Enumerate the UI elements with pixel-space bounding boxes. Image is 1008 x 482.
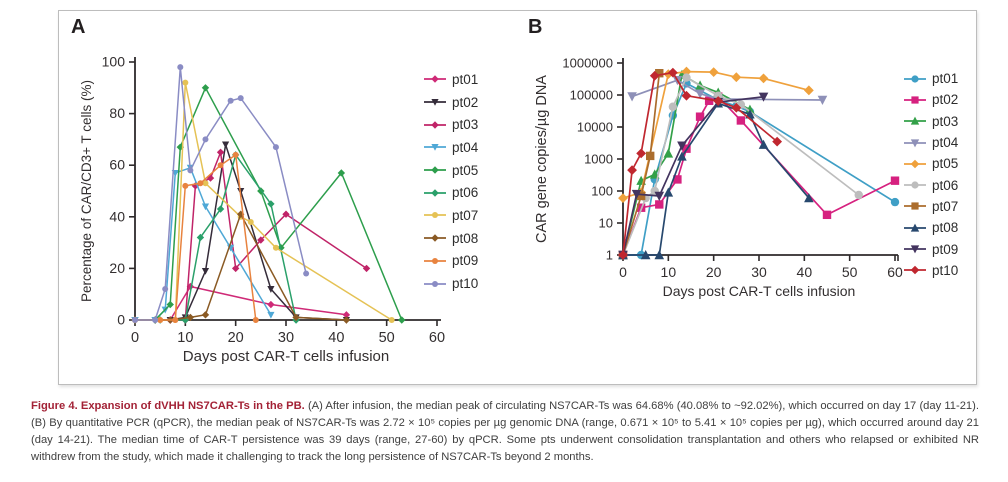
svg-text:30: 30: [277, 330, 295, 346]
legend-item-pt07: [423, 204, 478, 227]
pt06-series-marker-icon: [903, 179, 927, 191]
svg-text:10: 10: [660, 264, 677, 280]
legend-label: pt09: [932, 241, 959, 257]
svg-text:30: 30: [751, 264, 767, 280]
svg-text:60: 60: [109, 156, 125, 173]
legend-label: pt04: [452, 139, 479, 155]
legend-label: pt10: [932, 262, 959, 278]
panel-a-legend: [423, 68, 478, 295]
legend-item-pt10: [423, 272, 478, 295]
legend-item-pt08: [903, 217, 958, 238]
pt07-series-marker-icon: [423, 209, 447, 221]
pt04-series-marker-icon: [903, 137, 927, 149]
legend-label: pt03: [452, 117, 479, 133]
pt01-series-marker-icon: [423, 73, 447, 85]
pt05-series-marker-icon: [903, 158, 927, 170]
legend-item-pt09: [423, 250, 478, 273]
x-axis-label: Days post CAR-T cells infusion: [662, 283, 856, 299]
panel-b-plot: [532, 20, 932, 320]
pt08-series-marker-icon: [423, 232, 447, 244]
svg-text:0: 0: [619, 264, 627, 280]
legend-label: pt06: [932, 177, 959, 193]
svg-text:1000000: 1000000: [562, 55, 613, 71]
legend-label: pt07: [932, 198, 959, 214]
legend-label: pt02: [932, 92, 959, 108]
svg-text:20: 20: [705, 264, 722, 280]
pt03-series-marker-icon: [423, 119, 447, 131]
legend-item-pt06: [423, 181, 478, 204]
legend-item-pt02: [903, 89, 958, 110]
pt02-series-marker-icon: [423, 96, 447, 108]
svg-text:20: 20: [109, 259, 125, 276]
legend-label: pt06: [452, 185, 479, 201]
legend-label: pt01: [932, 71, 959, 87]
y-axis-label: Percentage of CAR/CD3+ T cells (%): [79, 80, 94, 302]
legend-item-pt04: [423, 136, 478, 159]
legend-item-pt03: [903, 111, 958, 132]
x-axis-label: Days post CAR-T cells infusion: [182, 348, 390, 365]
svg-text:40: 40: [796, 264, 813, 280]
legend-item-pt02: [423, 91, 478, 114]
panel-b-label: B: [528, 16, 543, 38]
pt07-series-marker-icon: [903, 200, 927, 212]
svg-text:50: 50: [378, 330, 395, 346]
svg-text:1: 1: [605, 247, 613, 263]
pt05-series-marker-icon: [423, 164, 447, 176]
pt08-series-marker-icon: [903, 222, 927, 234]
legend-label: pt08: [932, 220, 959, 236]
pt10-series-marker-icon: [423, 278, 447, 290]
svg-text:40: 40: [109, 208, 125, 225]
pt06-series-marker-icon: [423, 187, 447, 199]
pt09-series-marker-icon: [423, 255, 447, 267]
svg-text:60: 60: [887, 264, 903, 280]
legend-item-pt08: [423, 227, 478, 250]
pt10-series-marker-icon: [903, 264, 927, 276]
legend-label: pt05: [932, 156, 959, 172]
legend-item-pt03: [423, 113, 478, 136]
pt02-series-marker-icon: [903, 94, 927, 106]
svg-text:100: 100: [591, 183, 613, 199]
svg-text:0: 0: [117, 311, 125, 328]
legend-item-pt01: [903, 68, 958, 89]
legend-label: pt02: [452, 94, 479, 110]
svg-text:10: 10: [598, 215, 613, 231]
svg-text:40: 40: [328, 330, 345, 346]
legend-item-pt05: [423, 159, 478, 182]
pt04-series-marker-icon: [423, 141, 447, 153]
pt03-series-marker-icon: [903, 115, 927, 127]
svg-text:1000: 1000: [584, 151, 613, 167]
figure-caption-body: (A) After infusion, the median peak of circulating NS7CAR-Ts was 64.68% (40.08% to ~92.02%), which occurred on day 17 (day 11-21). (B) By quantitative PCR (qPCR), the median peak of NS7CAR-Ts was 2.72 × 10⁵ copies per µg genomic DNA (range, 0.671 × 10⁵ to 5.41 × 10⁵ copies per µg), which occurred around day 21 (day 14-21). The median time of CAR-T persistence was 39 days (range, 27-60) by qPCR. Some pts underwent consolidation transplantation and others who relapsed or exhibited NR withdrew from the study, which made it challenging to track the long persistence of NS7CAR-Ts beyond 2 months.: [31, 400, 979, 464]
figure-caption-title: Figure 4. Expansion of dVHH NS7CAR-Ts in the PB.: [31, 400, 305, 412]
legend-label: pt10: [452, 276, 479, 292]
legend-item-pt01: [423, 68, 478, 91]
legend-label: pt03: [932, 113, 959, 129]
svg-text:0: 0: [130, 330, 140, 346]
pt09-series-marker-icon: [903, 243, 927, 255]
legend-label: pt05: [452, 162, 479, 178]
y-axis-label: CAR gene copies/µg DNA: [534, 75, 550, 243]
svg-text:10: 10: [177, 330, 194, 346]
legend-item-pt05: [903, 153, 958, 174]
svg-text:60: 60: [428, 330, 446, 346]
panel-b-legend: [903, 68, 958, 281]
svg-text:20: 20: [227, 330, 244, 346]
svg-text:100000: 100000: [569, 87, 613, 103]
legend-item-pt07: [903, 196, 958, 217]
svg-text:10000: 10000: [576, 119, 613, 135]
pt01-series-marker-icon: [903, 73, 927, 85]
legend-item-pt06: [903, 174, 958, 195]
svg-text:50: 50: [841, 264, 858, 280]
legend-label: pt07: [452, 207, 479, 223]
legend-item-pt09: [903, 238, 958, 259]
legend-item-pt04: [903, 132, 958, 153]
svg-text:80: 80: [109, 105, 125, 122]
figure-caption: [31, 398, 979, 466]
legend-label: pt09: [452, 253, 479, 269]
panel-a-label: A: [71, 16, 86, 38]
panel-a-plot: [75, 20, 475, 380]
legend-label: pt04: [932, 135, 959, 151]
legend-label: pt01: [452, 71, 479, 87]
legend-label: pt08: [452, 230, 479, 246]
legend-item-pt10: [903, 260, 958, 281]
svg-text:100: 100: [101, 53, 125, 70]
